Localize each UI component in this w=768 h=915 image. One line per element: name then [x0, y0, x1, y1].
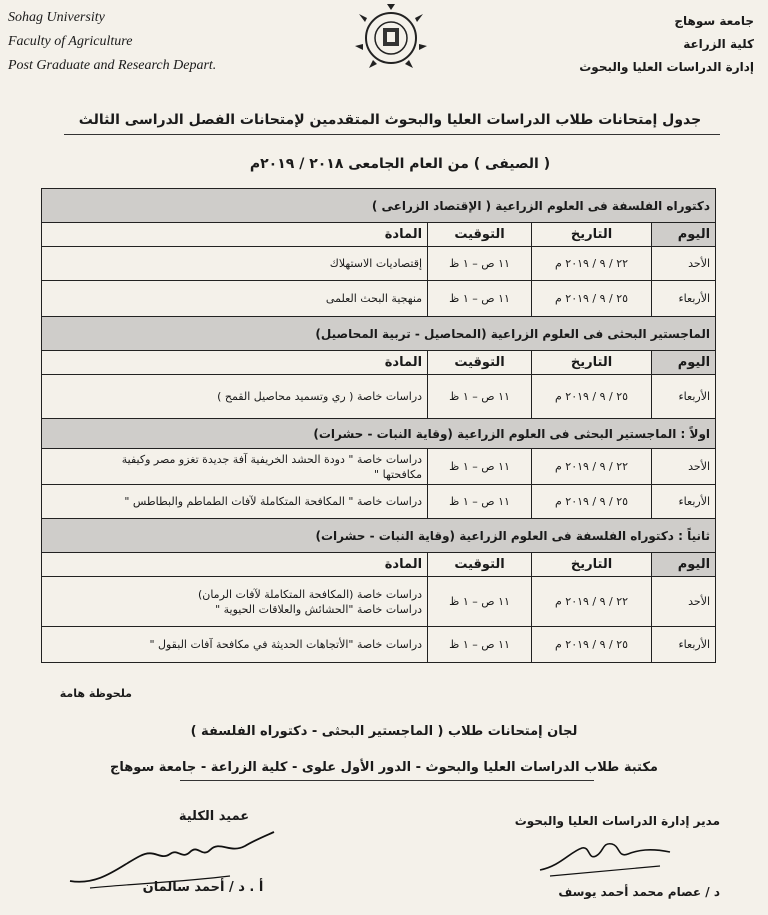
- cell-time: ١١ ص – ١ ظ: [428, 627, 532, 663]
- cell-time: ١١ ص – ١ ظ: [428, 247, 532, 281]
- header-english-faculty: Faculty of Agriculture: [8, 34, 133, 49]
- exam-committees-text: لجان إمتحانات طلاب ( الماجستير البحثى - دكتوراه الفلسفة ): [190, 724, 578, 739]
- cell-subject: [42, 627, 428, 663]
- table-row: [42, 281, 716, 317]
- table-row: [42, 627, 716, 663]
- director-title: مدير إدارة الدراسات العليا والبحوث: [514, 814, 720, 828]
- exam-location-text: مكتبة طلاب الدراسات العليا والبحوث - الدور الأول علوى - كلية الزراعة - جامعة سوهاج: [110, 760, 658, 775]
- column-header-row: [42, 553, 716, 577]
- col-day-header: اليوم: [652, 553, 716, 577]
- cell-day: الأربعاء: [652, 485, 716, 519]
- cell-time: ١١ ص – ١ ظ: [428, 485, 532, 519]
- cell-time: ١١ ص – ١ ظ: [428, 577, 532, 627]
- section-title: دكتوراه الفلسفة فى العلوم الزراعية ( الإقتصاد الزراعى ): [42, 189, 716, 223]
- document-title: جدول إمتحانات طلاب الدراسات العليا والبحوث المتقدمين لإمتحانات الفصل الدراسى الثالث: [78, 112, 702, 128]
- header-english: [8, 6, 268, 78]
- cell-subject: [42, 485, 428, 519]
- university-logo: [353, 4, 429, 72]
- table-row: [42, 577, 716, 627]
- cell-day: الأربعاء: [652, 281, 716, 317]
- cell-subject: [42, 281, 428, 317]
- section-header: [42, 519, 716, 553]
- section-title: ثانياً : دكتوراه الفلسفة فى العلوم الزراعية (وقاية النبات - حشرات): [42, 519, 716, 553]
- cell-time: ١١ ص – ١ ظ: [428, 281, 532, 317]
- col-time-header: التوقيت: [428, 223, 532, 247]
- cell-date: ٢٥ / ٩ / ٢٠١٩ م: [532, 281, 652, 317]
- col-time-header: التوقيت: [428, 553, 532, 577]
- cell-date: ٢٢ / ٩ / ٢٠١٩ م: [532, 247, 652, 281]
- director-signature: [530, 832, 680, 882]
- subject-line: دراسات خاصة "الأتجاهات الحديثة في مكافحة آفات البقول ": [149, 638, 423, 651]
- exam-schedule-table: [41, 188, 716, 663]
- director-name: د / عصام محمد أحمد يوسف: [558, 885, 720, 899]
- col-time-header: التوقيت: [428, 351, 532, 375]
- cell-time: ١١ ص – ١ ظ: [428, 449, 532, 485]
- column-header-row: [42, 351, 716, 375]
- subject-line: مكافحتها ": [374, 467, 423, 481]
- subject-line: دراسات خاصة " المكافحة المتكاملة لآفات الطماطم والبطاطس ": [124, 495, 423, 508]
- document-subtitle: ( الصيفى ) من العام الجامعى ٢٠١٨ / ٢٠١٩م: [249, 156, 551, 172]
- cell-day: الأحد: [652, 577, 716, 627]
- cell-subject: [42, 449, 428, 485]
- location-underline: [180, 780, 594, 781]
- subject-line: دراسات خاصة ( ري وتسميد محاصيل القمح ): [217, 390, 423, 403]
- table-row: [42, 247, 716, 281]
- cell-date: ٢٢ / ٩ / ٢٠١٩ م: [532, 577, 652, 627]
- dean-title: عميد الكلية: [178, 809, 250, 824]
- column-header-row: [42, 223, 716, 247]
- cell-date: ٢٥ / ٩ / ٢٠١٩ م: [532, 627, 652, 663]
- cell-date: ٢٥ / ٩ / ٢٠١٩ م: [532, 375, 652, 419]
- cell-day: الأحد: [652, 247, 716, 281]
- col-day-header: اليوم: [652, 223, 716, 247]
- cell-date: ٢٥ / ٩ / ٢٠١٩ م: [532, 485, 652, 519]
- col-date-header: التاريخ: [532, 553, 652, 577]
- dean-name: أ . د / أحمد سالمان: [142, 880, 264, 895]
- col-subject-header: المادة: [42, 351, 428, 375]
- cell-subject: [42, 375, 428, 419]
- section-header: [42, 189, 716, 223]
- table-row: [42, 375, 716, 419]
- header-arabic-department: إدارة الدراسات العليا والبحوث: [579, 60, 754, 74]
- section-title: الماجستير البحثى فى العلوم الزراعية (المحاصيل - تربية المحاصيل): [42, 317, 716, 351]
- col-date-header: التاريخ: [532, 351, 652, 375]
- title-underline: [64, 134, 720, 135]
- subject-line: إقتصاديات الاستهلاك: [329, 257, 423, 270]
- cell-time: ١١ ص – ١ ظ: [428, 375, 532, 419]
- important-note-label: ملحوظة هامة: [59, 687, 132, 700]
- header-english-department: Post Graduate and Research Depart.: [8, 58, 217, 73]
- subject-line: دراسات خاصة (المكافحة المتكاملة لآفات الرمان): [197, 587, 423, 601]
- header-arabic-university: جامعة سوهاج: [674, 14, 754, 28]
- table-row: [42, 449, 716, 485]
- cell-day: الأحد: [652, 449, 716, 485]
- table-row: [42, 485, 716, 519]
- header-arabic-faculty: كلية الزراعة: [683, 37, 754, 51]
- cell-day: الأربعاء: [652, 627, 716, 663]
- header-arabic: [554, 10, 754, 79]
- subject-line: منهجية البحث العلمى: [325, 292, 423, 305]
- section-title: اولاً : الماجستير البحثى فى العلوم الزراعية (وقاية النبات - حشرات): [42, 419, 716, 449]
- cell-day: الأربعاء: [652, 375, 716, 419]
- col-date-header: التاريخ: [532, 223, 652, 247]
- subject-line: دراسات خاصة "الحشائش والعلاقات الحيوية ": [215, 602, 423, 616]
- cell-date: ٢٢ / ٩ / ٢٠١٩ م: [532, 449, 652, 485]
- col-subject-header: المادة: [42, 223, 428, 247]
- subject-line: دراسات خاصة " دودة الحشد الخريفية آفة جديدة تغزو مصر وكيفية: [121, 452, 423, 466]
- section-header: [42, 317, 716, 351]
- col-subject-header: المادة: [42, 553, 428, 577]
- cell-subject: [42, 577, 428, 627]
- col-day-header: اليوم: [652, 351, 716, 375]
- section-header: [42, 419, 716, 449]
- header-english-university: Sohag University: [8, 10, 105, 25]
- cell-subject: [42, 247, 428, 281]
